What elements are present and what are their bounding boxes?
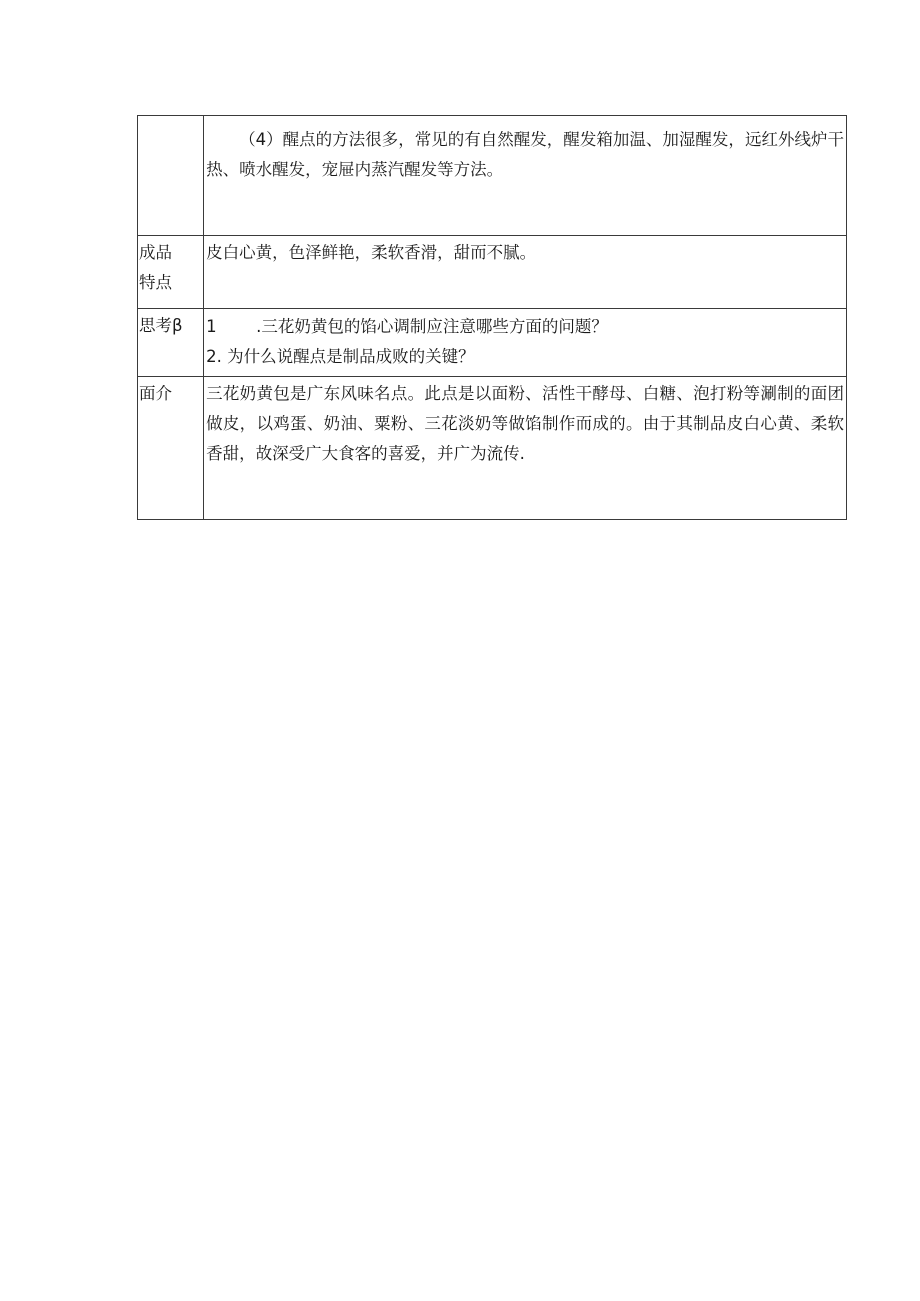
product-features-text <box>204 236 847 309</box>
question-1-text: .三花奶黄包的馅心调制应注意哪些方面的问题？ <box>256 317 608 336</box>
product-features-label-line-2: 特点 <box>139 273 172 292</box>
product-features-label <box>138 236 204 309</box>
questions-list <box>204 309 847 377</box>
question-2 <box>206 342 844 372</box>
recipe-table <box>137 115 847 520</box>
table-row-proofing-methods <box>138 116 847 236</box>
question-1 <box>206 312 844 342</box>
product-features-label-line-1: 成品 <box>139 243 172 262</box>
question-1-number: 1 <box>206 317 217 336</box>
table-row-introduction <box>138 377 847 520</box>
product-features-paragraph: 皮白心黄，色泽鲜艳，柔软香滑，甜而不腻。 <box>206 243 537 262</box>
introduction-label: 面介 <box>138 377 204 520</box>
row-label-empty <box>138 116 204 236</box>
proofing-methods-paragraph: （4）醒点的方法很多，常见的有自然醒发，醒发箱加温、加湿醒发，远红外线炉干热、喷水醒发，宠屉内蒸汽醒发等方法。 <box>206 130 844 179</box>
table-row-product-features <box>138 236 847 309</box>
introduction-text <box>204 377 847 520</box>
question-2-text: 2. 为什么说醒点是制品成败的关键？ <box>206 347 475 366</box>
table-row-questions <box>138 309 847 377</box>
proofing-methods-text <box>204 116 847 236</box>
questions-label: 思考β <box>138 309 204 377</box>
introduction-paragraph: 三花奶黄包是广东风味名点。此点是以面粉、活性干酵母、白糖、泡打粉等涮制的面团做皮，以鸡蛋、奶油、粟粉、三花淡奶等做馅制作而成的。由于其制品皮白心黄、柔软香甜，故深受广大食客的喜爱，并广为流传. <box>206 384 844 463</box>
